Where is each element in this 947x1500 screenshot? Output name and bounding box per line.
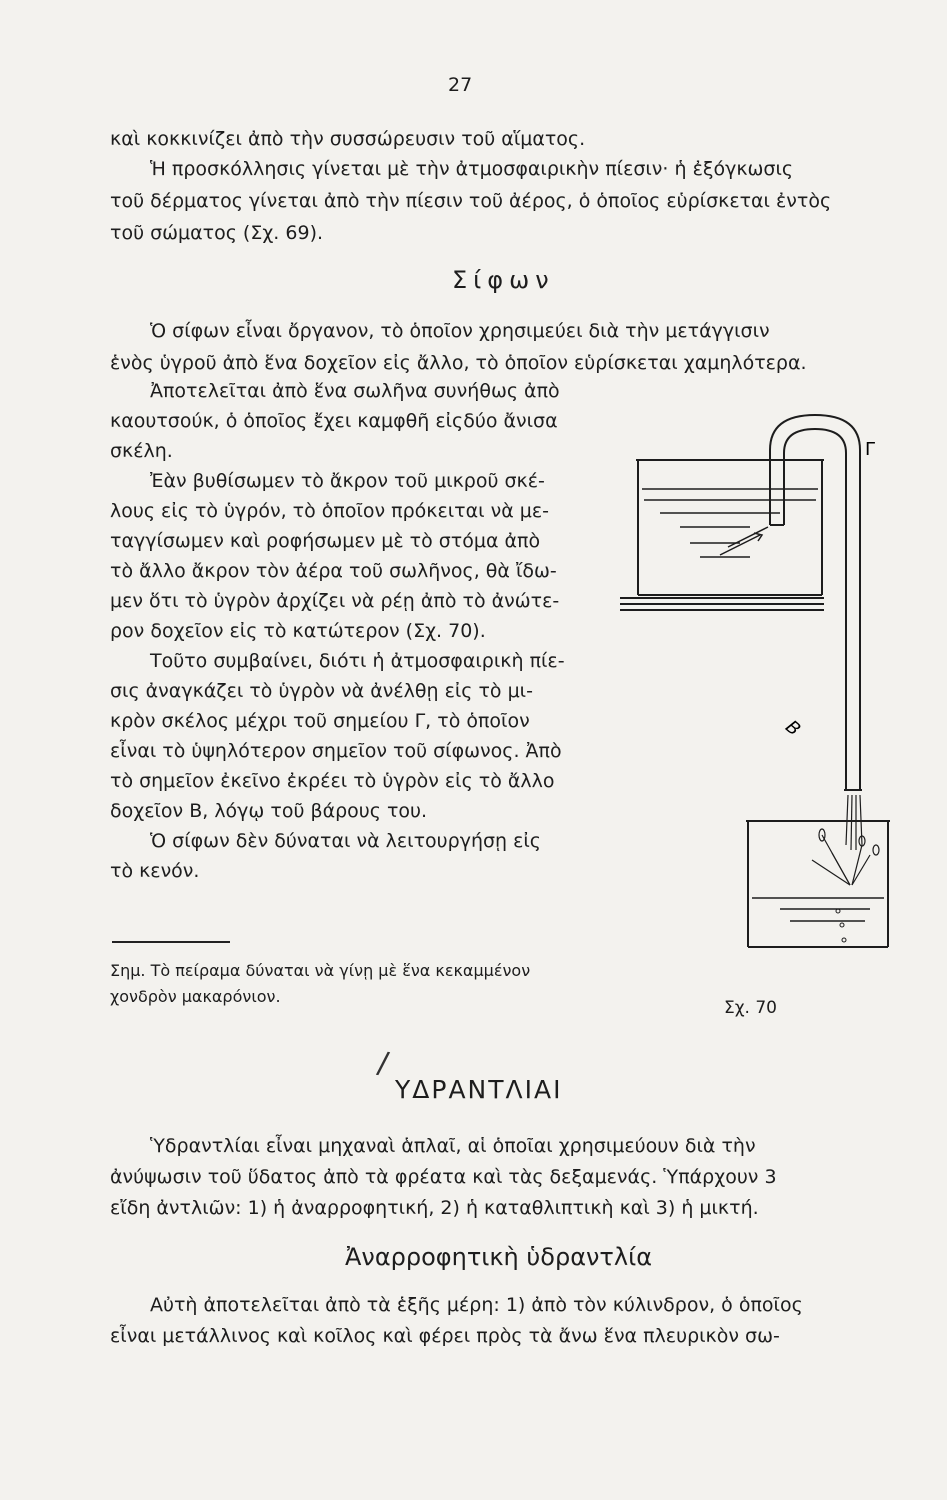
text-line: τοῦ σώματος (Σχ. 69). bbox=[110, 222, 324, 244]
page-number: 27 bbox=[448, 74, 473, 96]
text-line: κρὸν σκέλος μέχρι τοῦ σημείου Γ, τὸ ὁποῖον bbox=[110, 710, 530, 732]
footnote-rule bbox=[112, 941, 230, 943]
suction-paragraph bbox=[110, 1290, 803, 1352]
text-line: Ὑδραντλίαι εἶναι μηχαναὶ ἁπλαῖ, αἱ ὁποῖαι χρησιμεύουν διὰ τὴν bbox=[150, 1135, 756, 1157]
text-line: Ἡ προσκόλλησις γίνεται μὲ τὴν ἀτμοσφαιρικὴν πίεσιν· ἡ ἐξόγκωσις bbox=[150, 158, 794, 180]
text-line: δοχεῖον Β, λόγῳ τοῦ βάρους του. bbox=[110, 800, 428, 822]
text-line: ἑνὸς ὑγροῦ ἀπὸ ἕνα δοχεῖον εἰς ἄλλο, τὸ ὁποῖον εὑρίσκεται χαμηλότερα. bbox=[110, 352, 807, 374]
text-line: Τοῦτο συμβαίνει, διότι ἡ ἀτμοσφαιρικὴ πίε- bbox=[150, 650, 565, 672]
text-line: Ἐὰν βυθίσωμεν τὸ ἄκρον τοῦ μικροῦ σκέ- bbox=[150, 470, 545, 492]
text-line: τοῦ δέρματος γίνεται ἀπὸ τὴν πίεσιν τοῦ ἀέρος, ὁ ὁποῖος εὑρίσκεται ἐντὸς bbox=[110, 190, 832, 212]
text-line: Ἀποτελεῖται ἀπὸ ἕνα σωλῆνα συνήθως ἀπὸ bbox=[150, 380, 560, 402]
label-beta: Β bbox=[781, 716, 805, 741]
text-line: τὸ κενόν. bbox=[110, 860, 200, 882]
text-line: ἀνύψωσιν τοῦ ὕδατος ἀπὸ τὰ φρέατα καὶ τὰς δεξαμενάς. Ὑπάρχουν 3 bbox=[110, 1166, 777, 1188]
text-line: Ὁ σίφων δὲν δύναται νὰ λειτουργήσῃ εἰς bbox=[150, 830, 541, 852]
bubbles bbox=[836, 909, 846, 942]
siphon-figure bbox=[600, 405, 900, 965]
text-line: μεν ὅτι τὸ ὑγρὸν ἀρχίζει νὰ ρέῃ ἀπὸ τὸ ἀνώτε- bbox=[110, 590, 560, 612]
figure-caption: Σχ. 70 bbox=[724, 998, 778, 1018]
text-line: τὸ ἄλλο ἄκρον τὸν ἀέρα τοῦ σωλῆνος, θὰ ἴδω- bbox=[110, 560, 557, 582]
siphon-column-text bbox=[110, 376, 630, 886]
lower-container bbox=[746, 821, 890, 947]
footnote bbox=[110, 958, 530, 1010]
text-line: σκέλη. bbox=[110, 440, 173, 462]
shelf bbox=[620, 598, 824, 610]
text-line: καουτσούκ, ὁ ὁποῖος ἔχει καμφθῆ εἰςδύο ἄνισα bbox=[110, 410, 558, 432]
label-gamma: Γ bbox=[865, 439, 876, 460]
text-line: εἶναι τὸ ὑψηλότερον σημεῖον τοῦ σίφωνος. Ἀπὸ bbox=[110, 740, 562, 762]
text-line: ρον δοχεῖον εἰς τὸ κατώτερον (Σχ. 70). bbox=[110, 620, 486, 642]
text-line: εἶναι μετάλλινος καὶ κοῖλος καὶ φέρει πρὸς τὰ ἄνω ἕνα πλευρικὸν σω- bbox=[110, 1325, 780, 1347]
splashes bbox=[812, 829, 879, 885]
text-line: ταγγίσωμεν καὶ ροφήσωμεν μὲ τὸ στόμα ἀπὸ bbox=[110, 530, 541, 552]
text-line: εἴδη ἀντλιῶν: 1) ἡ ἀναρροφητική, 2) ἡ καταθλιπτικὴ καὶ 3) ἡ μικτή. bbox=[110, 1197, 759, 1219]
subsection-heading-suction-pump: Ἀναρροφητικὴ ὑδραντλία bbox=[345, 1243, 653, 1271]
lower-water bbox=[752, 898, 884, 921]
footnote-line: Σημ. Τὸ πείραμα δύναται νὰ γίνῃ μὲ ἕνα κεκαμμένον bbox=[110, 961, 531, 980]
text-line: Αὐτὴ ἀποτελεῖται ἀπὸ τὰ ἑξῆς μέρη: 1) ἀπὸ τὸν κύλινδρον, ὁ ὁποῖος bbox=[150, 1294, 803, 1316]
section-heading-pumps: ΥΔΡΑΝΤΛΙΑΙ bbox=[395, 1075, 563, 1104]
text-line: λους εἰς τὸ ὑγρόν, τὸ ὁποῖον πρόκειται νὰ με- bbox=[110, 500, 550, 522]
flow-arrows bbox=[720, 527, 768, 555]
footnote-line: χονδρὸν μακαρόνιον. bbox=[110, 987, 281, 1006]
text-line: σις ἀναγκάζει τὸ ὑγρὸν νὰ ἀνέλθῃ εἰς τὸ μι- bbox=[110, 680, 533, 702]
section-heading-siphon: Σίφων bbox=[452, 266, 555, 294]
text-line: Ὁ σίφων εἶναι ὄργανον, τὸ ὁποῖον χρησιμεύει διὰ τὴν μετάγγισιν bbox=[150, 320, 770, 342]
text-line: καὶ κοκκινίζει ἀπὸ τὴν συσσώρευσιν τοῦ αἵματος. bbox=[110, 128, 586, 150]
pencil-mark: / bbox=[375, 1045, 392, 1082]
pumps-paragraph bbox=[110, 1131, 777, 1224]
text-line: τὸ σημεῖον ἐκεῖνο ἐκρέει τὸ ὑγρὸν εἰς τὸ ἄλλο bbox=[110, 770, 555, 792]
